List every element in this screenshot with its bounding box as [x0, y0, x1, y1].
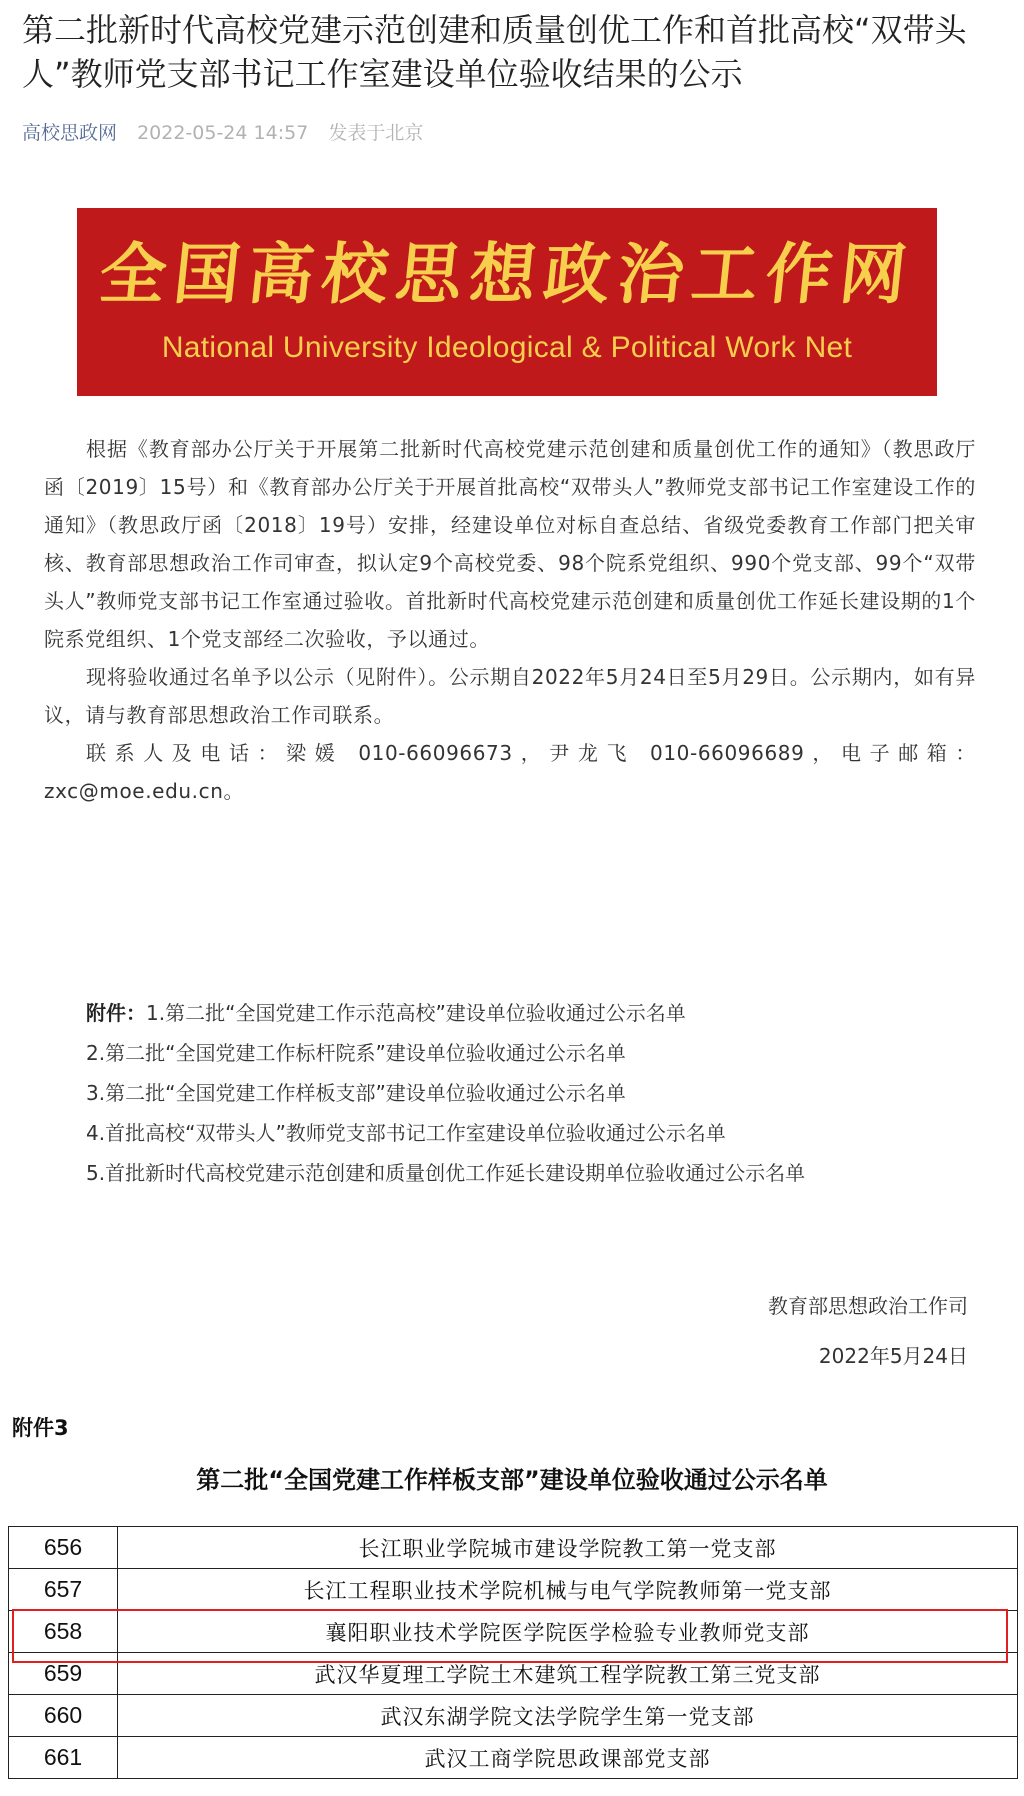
attachment-item: 5.首批新时代高校党建示范创建和质量创优工作延长建设期单位验收通过公示名单 — [86, 1161, 806, 1185]
article-body — [44, 430, 976, 810]
body-paragraph: 联系人及电话：梁媛 010-66096673，尹龙飞 010-66096689，电子邮箱：zxc@moe.edu.cn。 — [44, 741, 976, 803]
row-name: 长江职业学院城市建设学院教工第一党支部 — [118, 1527, 1018, 1569]
attachment-item: 4.首批高校“双带头人”教师党支部书记工作室建设单位验收通过公示名单 — [86, 1121, 726, 1145]
site-banner-image — [77, 208, 937, 396]
body-paragraph: 现将验收通过名单予以公示（见附件）。公示期自2022年5月24日至5月29日。公示期内，如有异议，请与教育部思想政治工作司联系。 — [44, 665, 976, 727]
row-number: 660 — [9, 1695, 118, 1737]
row-name: 武汉工商学院思政课部党支部 — [118, 1737, 1018, 1779]
attachment-item-text: 1.第二批“全国党建工作示范高校”建设单位验收通过公示名单 — [146, 1001, 686, 1025]
attachment-lead: 附件： — [86, 1001, 146, 1025]
row-name: 襄阳职业技术学院医学院医学检验专业教师党支部 — [118, 1611, 1018, 1653]
annex-label: 附件3 — [12, 1416, 69, 1440]
publish-location: 发表于北京 — [328, 122, 424, 144]
annex-title: 第二批“全国党建工作样板支部”建设单位验收通过公示名单 — [196, 1466, 828, 1494]
table-row — [9, 1527, 1018, 1569]
body-paragraph: 根据《教育部办公厅关于开展第二批新时代高校党建示范创建和质量创优工作的通知》（教思政厅函〔2019〕15号）和《教育部办公厅关于开展首批高校“双带头人”教师党支部书记工作室建设工作的通知》（教思政厅函〔2018〕19号）安排，经建设单位对标自查总结、省级党委教育工作部门把关审核、教育部思想政治工作司审查，拟认定9个高校党委、98个院系党组织、990个党支部、99个“双带头人”教师党支部书记工作室通过验收。首批新时代高校党建示范创建和质量创优工作延长建设期的1个院系党组织、1个党支部经二次验收，予以通过。 — [44, 437, 976, 651]
row-number: 661 — [9, 1737, 118, 1779]
attachment-item: 3.第二批“全国党建工作样板支部”建设单位验收通过公示名单 — [86, 1081, 626, 1105]
banner-title-cn: 全国高校思想政治工作网 — [95, 235, 919, 313]
row-number: 659 — [9, 1653, 118, 1695]
row-name: 长江工程职业技术学院机械与电气学院教师第一党支部 — [118, 1569, 1018, 1611]
article-meta — [22, 120, 423, 146]
attachment-item: 2.第二批“全国党建工作标杆院系”建设单位验收通过公示名单 — [86, 1041, 626, 1065]
table-row — [9, 1611, 1018, 1653]
source-link[interactable]: 高校思政网 — [22, 122, 118, 144]
table-row — [9, 1695, 1018, 1737]
signature-date: 2022年5月24日 — [818, 1344, 968, 1368]
row-number: 657 — [9, 1569, 118, 1611]
row-name: 武汉华夏理工学院土木建筑工程学院教工第三党支部 — [118, 1653, 1018, 1695]
table-row — [9, 1653, 1018, 1695]
article-title: 第二批新时代高校党建示范创建和质量创优工作和首批高校“双带头人”教师党支部书记工作室建设单位验收结果的公示 — [22, 11, 967, 93]
attachment-list — [86, 993, 986, 1193]
row-name: 武汉东湖学院文法学院学生第一党支部 — [118, 1695, 1018, 1737]
banner-title-en: National University Ideological & Political Work Net — [161, 331, 853, 364]
signature-org: 教育部思想政治工作司 — [768, 1294, 968, 1318]
table-row — [9, 1569, 1018, 1611]
table-row — [9, 1737, 1018, 1779]
publish-date: 2022-05-24 14:57 — [137, 122, 309, 144]
row-number: 658 — [9, 1611, 118, 1653]
attachment-item — [86, 993, 986, 1033]
annex-table — [8, 1526, 1018, 1779]
row-number: 656 — [9, 1527, 118, 1569]
